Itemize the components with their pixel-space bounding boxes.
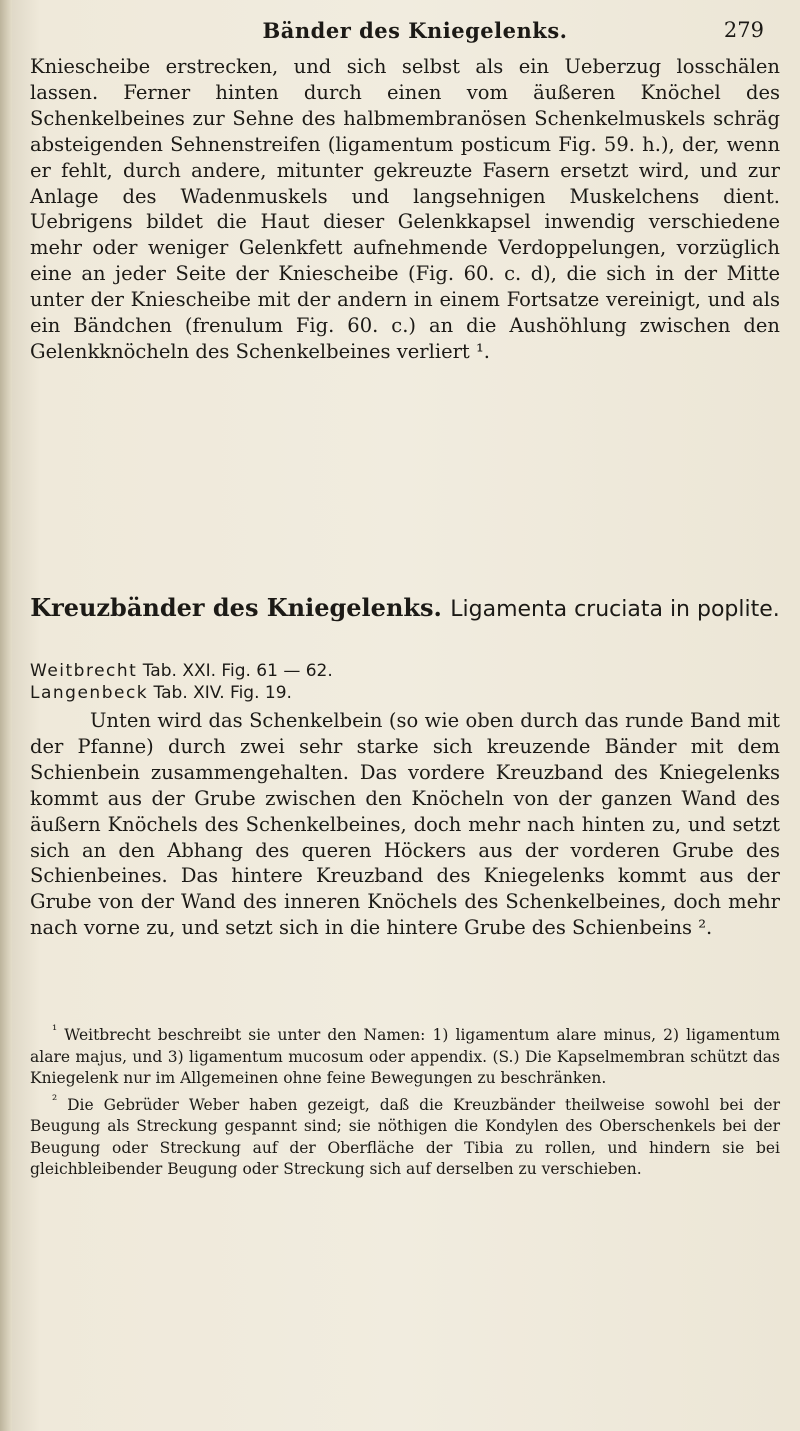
body-paragraph-main [30,708,780,941]
section-latin-title: Ligamenta cruciata in poplite. [450,597,780,622]
footnote-text: Weitbrecht beschreibt sie unter den Namen: 1) ligamentum alare minus, 2) ligamentum alare majus, und 3) ligamentum mucosum oder appendix. (S.) Die Kapselmembran schützt das Kniegelenk nur im Allgemeinen ohne feine Bewegungen zu beschränken. [30,1026,780,1088]
section-heading [30,593,780,625]
reference-item [30,682,780,704]
footnotes [30,1020,780,1181]
page-gutter [0,0,12,1431]
body-paragraph-top [30,54,780,365]
page-number: 279 [723,18,764,42]
footnote [30,1090,780,1181]
reference-citation: Tab. XXI. Fig. 61 — 62. [142,661,333,681]
reference-item [30,660,780,682]
reference-citation: Tab. XIV. Fig. 19. [153,683,292,703]
section-title: Kreuzbänder des Kniegelenks. [30,593,442,622]
footnote-text: Die Gebrüder Weber haben gezeigt, daß die Kreuzbänder theilweise sowohl bei der Beugung als Streckung gespannt sind; sie nöthigen die Kondylen des Oberschenkels bei der Beugung oder Streckung auf der Oberfläche der Tibia zu rollen, und hindern sie bei gleichbleibender Beugung oder Streckung sich auf derselben zu verschieben. [30,1095,780,1179]
paragraph-text: Kniescheibe erstrecken, und sich selbst als ein Ueberzug losschälen lassen. Ferner hinten durch einen vom äußeren Knöchel des Schenkelbeines zur Sehne des halbmembranösen Schenkelmuskels schräg absteigenden Sehnenstreifen (ligamentum posticum Fig. 59. h.), der, wenn er fehlt, durch andere, mitunter gekreuzte Fasern ersetzt wird, und zur Anlage des Wadenmuskels und langsehnigen Muskelchens dient. Uebrigens bildet die Haut dieser Gelenkkapsel inwendig verschiedene mehr oder weniger Gelenkfett aufnehmende Verdoppelungen, vorzüglich eine an jeder Seite der Kniescheibe (Fig. 60. c. d), die sich in der Mitte unter der Kniescheibe mit der andern in einem Fortsatze vereinigt, und als ein Bändchen (frenulum Fig. 60. c.) an die Aushöhlung zwischen den Gelenkknöcheln des Schenkelbeines verliert ¹. [30,55,780,363]
paragraph-text: Unten wird das Schenkelbein (so wie oben durch das runde Band mit der Pfanne) durch zwei sehr starke sich kreuzende Bänder mit dem Schienbein zusammengehalten. Das vordere Kreuzband des Kniegelenks kommt aus der Grube zwischen den Knöcheln von der ganzen Wand des äußern Knöchels des Schenkelbeines, doch mehr nach hinten zu, und setzt sich an den Abhang des queren Höckers aus der vorderen Grube des Schienbeines. Das hintere Kreuzband des Kniegelenks kommt aus der Grube von der Wand des inneren Knöchels des Schenkelbeines, doch mehr nach vorne zu, und setzt sich in die hintere Grube des Schienbeins ². [30,709,780,940]
reference-author: Weitbrecht [30,661,138,681]
footnote-marker: ¹ [52,1023,58,1038]
reference-list [30,660,780,704]
running-title: Bänder des Kniegelenks. [262,18,568,43]
footnote-marker: ² [52,1092,58,1108]
reference-author: Langenbeck [30,683,149,703]
footnote [30,1020,780,1090]
